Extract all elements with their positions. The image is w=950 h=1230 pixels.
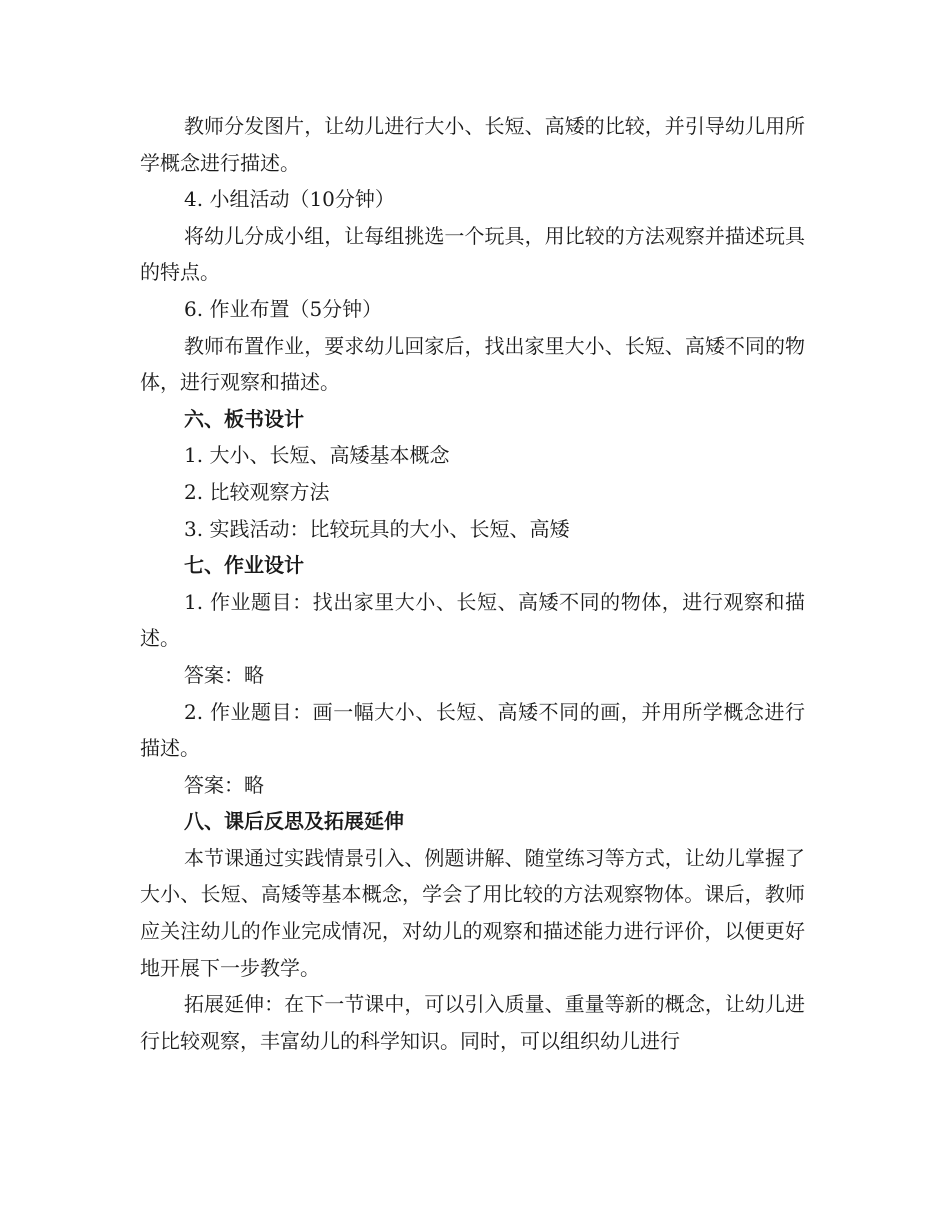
document-page xyxy=(140,108,805,1059)
section-heading-blackboard-design: 六、板书设计 xyxy=(184,406,304,431)
blackboard-item-2: 2. 比较观察方法 xyxy=(184,479,330,504)
paragraph-homework-assignment: 教师布置作业，要求幼儿回家后，找出家里大小、长短、高矮不同的物体，进行观察和描述。 xyxy=(140,333,805,395)
homework-answer-2: 答案：略 xyxy=(184,772,264,797)
paragraph-extension: 拓展延伸：在下一节课中，可以引入质量、重量等新的概念，让幼儿进行比较观察，丰富幼儿的科学知识。同时，可以组织幼儿进行 xyxy=(140,992,805,1053)
item-group-activity: 4. 小组活动（10分钟） xyxy=(184,187,395,212)
blackboard-item-3: 3. 实践活动：比较玩具的大小、长短、高矮 xyxy=(184,516,570,541)
homework-question-2: 2. 作业题目：画一幅大小、长短、高矮不同的画，并用所学概念进行描述。 xyxy=(140,699,805,761)
item-homework-assignment: 6. 作业布置（5分钟） xyxy=(184,296,383,321)
homework-question-1: 1. 作业题目：找出家里大小、长短、高矮不同的物体，进行观察和描述。 xyxy=(140,589,805,651)
section-heading-homework-design: 七、作业设计 xyxy=(184,553,304,578)
paragraph-picture-comparison: 教师分发图片，让幼儿进行大小、长短、高矮的比较，并引导幼儿用所学概念进行描述。 xyxy=(140,114,805,175)
paragraph-group-activity: 将幼儿分成小组，让每组挑选一个玩具，用比较的方法观察并描述玩具的特点。 xyxy=(140,223,805,285)
homework-answer-1: 答案：略 xyxy=(184,662,264,687)
paragraph-reflection: 本节课通过实践情景引入、例题讲解、随堂练习等方式，让幼儿掌握了大小、长短、高矮等基本概念，学会了用比较的方法观察物体。课后，教师应关注幼儿的作业完成情况，对幼儿的观察和描述能力进行评价，以便更好地开展下一步教学。 xyxy=(140,845,805,980)
section-heading-reflection-extension: 八、课后反思及拓展延伸 xyxy=(184,809,404,834)
blackboard-item-1: 1. 大小、长短、高矮基本概念 xyxy=(184,443,450,468)
